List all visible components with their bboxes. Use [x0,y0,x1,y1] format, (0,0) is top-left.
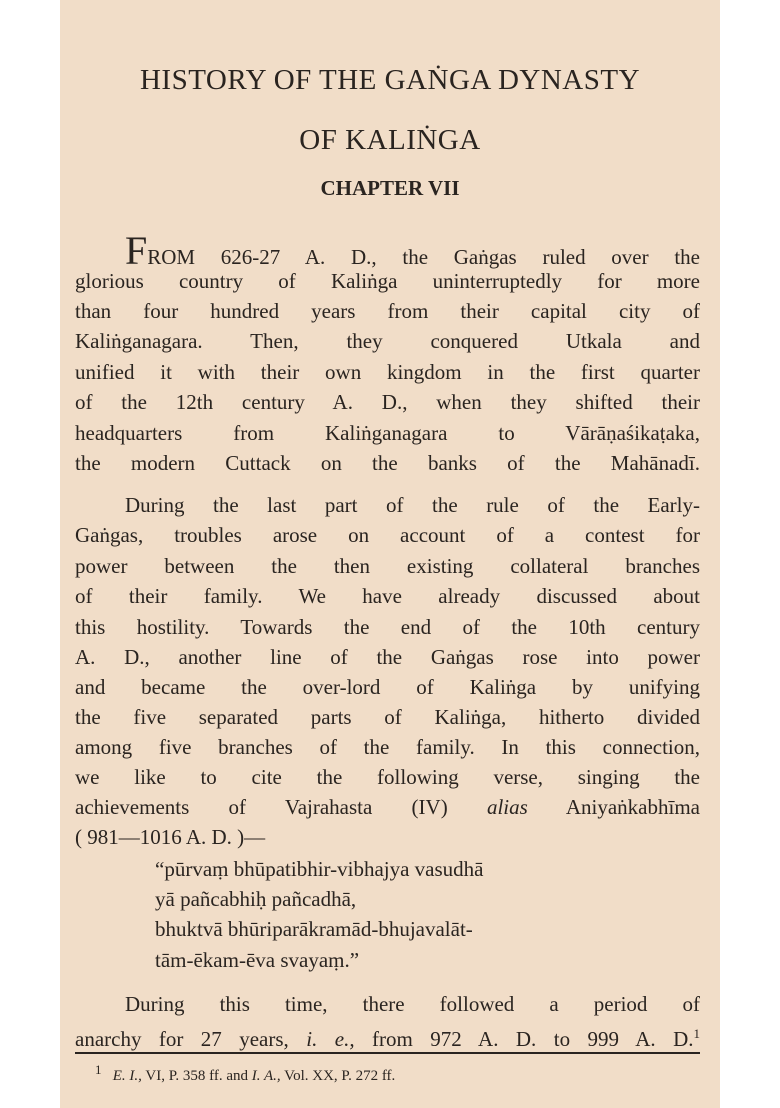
text: from 972 A. D. to 999 A. D. [372,1027,694,1051]
verse-line: yā pañcabhiḥ pañcadhā, [155,887,357,911]
footnote [95,1062,395,1085]
footnote-marker: 1 [693,1026,701,1041]
italic-text: E. I., [112,1068,142,1084]
italic-text: i. e., [306,1027,355,1051]
paragraph-1-line: Kaliṅganagara. Then, they conquered Utkala and [75,329,700,353]
paragraph-2-line: this hostility. Towards the end of the 10th century [75,615,700,639]
paragraph-2-line: we like to cite the following verse, singing the [75,765,700,789]
page-title: HISTORY OF THE GAṄGA DYNASTY [139,64,641,96]
paragraph-1-line: glorious country of Kaliṅga uninterruptedly for more [75,269,700,293]
text: Aniyaṅkabhīma [565,795,700,819]
verse-line: “pūrvaṃ bhūpatibhir-vibhajya vasudhā [155,857,484,881]
book-page [60,0,720,1108]
paragraph-2-line: power between the then existing collateral branches [75,554,700,578]
italic-text: I. A., [251,1068,281,1084]
drop-cap: F [125,228,148,273]
paragraph-2-line: among five branches of the family. In this connection, [75,735,700,759]
paragraph-2-line: ( 981—1016 A. D. )— [75,825,266,849]
verse-line: bhuktvā bhūriparākramād-bhujavalāt- [155,917,473,941]
paragraph-2-line: During the last part of the rule of the Early- [125,493,700,517]
text: VI, P. 358 ff. and [145,1068,249,1084]
paragraph-1-line: of the 12th century A. D., when they shifted their [75,390,700,414]
paragraph-2-line: Gaṅgas, troubles arose on account of a contest for [75,523,700,547]
text: Vol. XX, P. 272 ff. [284,1068,396,1084]
page-title-line2: OF KALIṄGA [299,124,481,156]
paragraph-3-line: During this time, there followed a period of [125,992,700,1016]
paragraph-1-line: unified it with their own kingdom in the first quarter [75,360,700,384]
italic-text: alias [486,795,528,819]
text: achievements of Vajrahasta (IV) [75,795,448,819]
paragraph-1-line [125,228,700,273]
chapter-heading: CHAPTER VII [320,176,460,200]
footnote-divider [75,1052,700,1054]
paragraph-1-line: the modern Cuttack on the banks of the Mahānadī. [75,451,700,475]
paragraph-3-line [75,1021,700,1052]
paragraph-2-line: the five separated parts of Kaliṅga, hitherto divided [75,705,700,729]
paragraph-2-line [75,794,700,820]
paragraph-2-line: of their family. We have already discussed about [75,584,700,608]
paragraph-1-line: than four hundred years from their capital city of [75,299,700,323]
text: ROM 626-27 A. D., the Gaṅgas ruled over the [147,245,700,269]
paragraph-2-line: and became the over-lord of Kaliṅga by unifying [75,675,700,699]
paragraph-1-line: headquarters from Kaliṅganagara to Vārāṇaśikaṭaka, [75,421,700,445]
footnote-number: 1 [95,1062,102,1077]
verse-line: tām-ēkam-ēva svayaṃ.” [155,948,360,972]
text: anarchy for 27 years, [75,1027,289,1051]
paragraph-2-line: A. D., another line of the Gaṅgas rose into power [75,645,700,669]
